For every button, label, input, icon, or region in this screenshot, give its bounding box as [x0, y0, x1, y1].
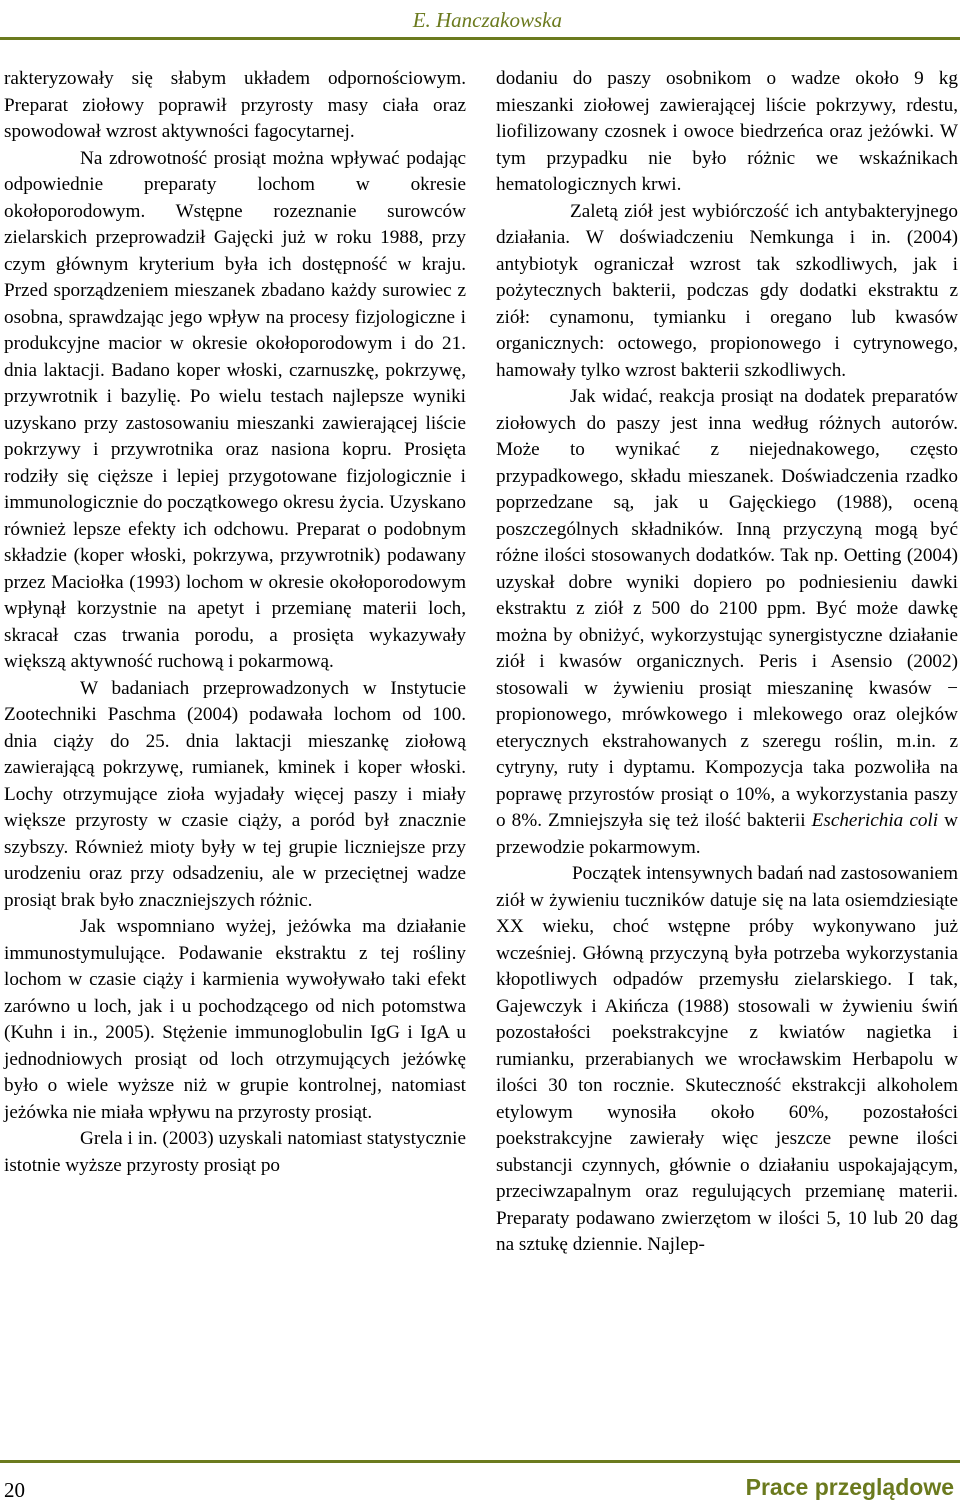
- paragraph: Jak wspomniano wyżej, jeżówka ma działanie immunostymulujące. Podawanie ekstraktu z tej rośliny lochom w czasie ciąży i karmienia wywoływało taki efekt zarówno u loch, jak i u pochodzącego od nich potomstwa (Kuhn i in., 2005). Stężenie immunoglobulin IgG i IgA u jednodniowych prosiąt od loch otrzymujących jeżówkę było o wiele wyższe niż w grupie kontrolnej, natomiast jeżówka nie miała wpływu na przyrosty prosiąt.: [4, 916, 466, 1123]
- species-name: Escherichia coli: [811, 810, 939, 831]
- paragraph: Grela i in. (2003) uzyskali natomiast statystycznie istotnie wyższe przyrosty prosiąt po: [4, 1128, 466, 1176]
- page-number: 20: [4, 1478, 25, 1502]
- right-column: [496, 66, 958, 1259]
- header-rule: [0, 37, 960, 40]
- running-header-author: E. Hanczakowska: [412, 8, 562, 32]
- paragraph-text: Jak widać, reakcja prosiąt na dodatek preparatów ziołowych do paszy jest inna według różnych autorów. Może to wynikać z niejednakowego, często przypadkowego, składu mieszanek. Doświadczenia rzadko poprzedzane są, jak u Gajęckiego (1988), oceną poszczególnych składników. Inną przyczyną mogą być różne ilości stosowanych dodatków. Tak np. Oetting (2004) uzyskał dobre wyniki dopiero po podniesieniu dawki ekstraktu z ziół z 500 do 2100 ppm. Być może dawkę można by obniżyć, wykorzystując synergistyczne działanie ziół i kwasów organicznych. Peris i Asensio (2002) stosowali w żywieniu prosiąt mieszaninę kwasów − propionowego, mrówkowego i mlekowego oraz olejków eterycznych ekstrahowanych z szeregu roślin, m.in. z cytryny, ruty i dyptamu. Kompozycja taka pozwoliła na poprawę przyrostów prosiąt o 10%, a wykorzystania paszy o 8%. Zmniejszyła się też ilość bakterii: [496, 386, 958, 831]
- paragraph: W badaniach przeprowadzonych w Instytucie Zootechniki Paschma (2004) podawała lochom od 100. dnia ciąży do 25. dnia laktacji mieszankę ziołową zawierającą pokrzywę, rumianek, kminek i koper włoski. Lochy otrzymujące zioła wyjadały więcej paszy i miały większe przyrosty w czasie ciąży, a poród był znacznie szybszy. Również mioty były w tej grupie liczniejsze przy urodzeniu oraz przy odsadzeniu, ale w przeciętnej wadze prosiąt brak było znaczniejszych różnic.: [4, 677, 466, 911]
- paragraph: Zaletą ziół jest wybiórczość ich antybakteryjnego działania. W doświadczeniu Nemkunga i in. (2004) antybiotyk ograniczał wzrost tak szkodliwych, jak i pożytecznych bakterii, podczas gdy dodatki ekstraktu z ziół: cynamonu, tymianku i oregano lub kwasów organicznych: octowego, propionowego i cytrynowego, hamowały tylko wzrost bakterii szkodliwych.: [496, 200, 958, 381]
- footer-rule: [0, 1460, 960, 1463]
- left-column: [4, 66, 466, 1179]
- paragraph: [496, 384, 958, 861]
- paragraph: Na zdrowotność prosiąt można wpływać podając odpowiednie preparaty lochom w okresie okołoporodowym. Wstępne rozeznanie surowców zielarskich przeprowadził Gajęcki już w roku 1988, przy czym głównym kryterium była ich dostępność w kraju. Przed sporządzeniem mieszanek zbadano każdy surowiec z osobna, sprawdzając jego wpływ na procesy fizjologiczne i produkcyjne macior w okresie okołoporodowym i do 21. dnia laktacji. Badano koper włoski, czarnuszkę, pokrzywę, przywrotnik i bazylię. Po wielu testach najlepsze wyniki uzyskano przy zastosowaniu mieszanki zawierającej liście pokrzywy i przywrotnika oraz nasiona kopru. Prosięta rodziły się cięższe i lepiej przygotowane fizjologicznie i immunologicznie do początkowego okresu życia. Uzyskano również lepsze efekty ich odchowu. Preparat o podobnym składzie (koper włoski, pokrzywa, przywrotnik) podawany przez Maciołka (1993) lochom w okresie okołoporodowym wpłynął korzystnie na apetyt i przemianę materii loch, skracał czas trwania porodu, a prosięta wykazywały większą aktywność ruchową i pokarmową.: [4, 147, 466, 672]
- paragraph-text-end: w przewodzie pokarmowym.: [496, 810, 958, 858]
- section-label: Prace przeglądowe: [745, 1474, 954, 1500]
- paragraph: rakteryzowały się słabym układem odpornościowym. Preparat ziołowy poprawił przyrosty masy ciała oraz spowodował wzrost aktywności fagocytarnej.: [4, 68, 466, 142]
- paragraph: Początek intensywnych badań nad zastosowaniem ziół w żywieniu tuczników datuje się na lata osiemdziesiąte XX wieku, choć wstępne próby wykonywano już wcześniej. Główną przyczyną była potrzeba wykorzystania kłopotliwych odpadów przemysłu zielarskiego. I tak, Gajewczyk i Akińcza (1988) stosowali w żywieniu świń pozostałości poekstrakcyjne z kwiatów nagietka i rumianku, przerabianych we wrocławskim Herbapolu w ilości 30 ton rocznie. Skuteczność ekstrakcji alkoholem etylowym wynosiła około 60%, pozostałości poekstrakcyjne zawierały więc jeszcze pewne ilości substancji czynnych, głównie o działaniu uspokajającym, przeciwzapalnym oraz regulujących przemianę materii. Preparaty podawano zwierzętom w ilości 5, 10 lub 20 dag na sztukę dziennie. Najlep-: [496, 863, 958, 1255]
- paragraph: dodaniu do paszy osobnikom o wadze około 9 kg mieszanki ziołowej zawierającej liście pokrzywy, rdestu, liofilizowany czosnek i owoce biedrzeńca oraz jeżówki. W tym przypadku nie było różnic we wskaźnikach hematologicznych krwi.: [496, 68, 958, 195]
